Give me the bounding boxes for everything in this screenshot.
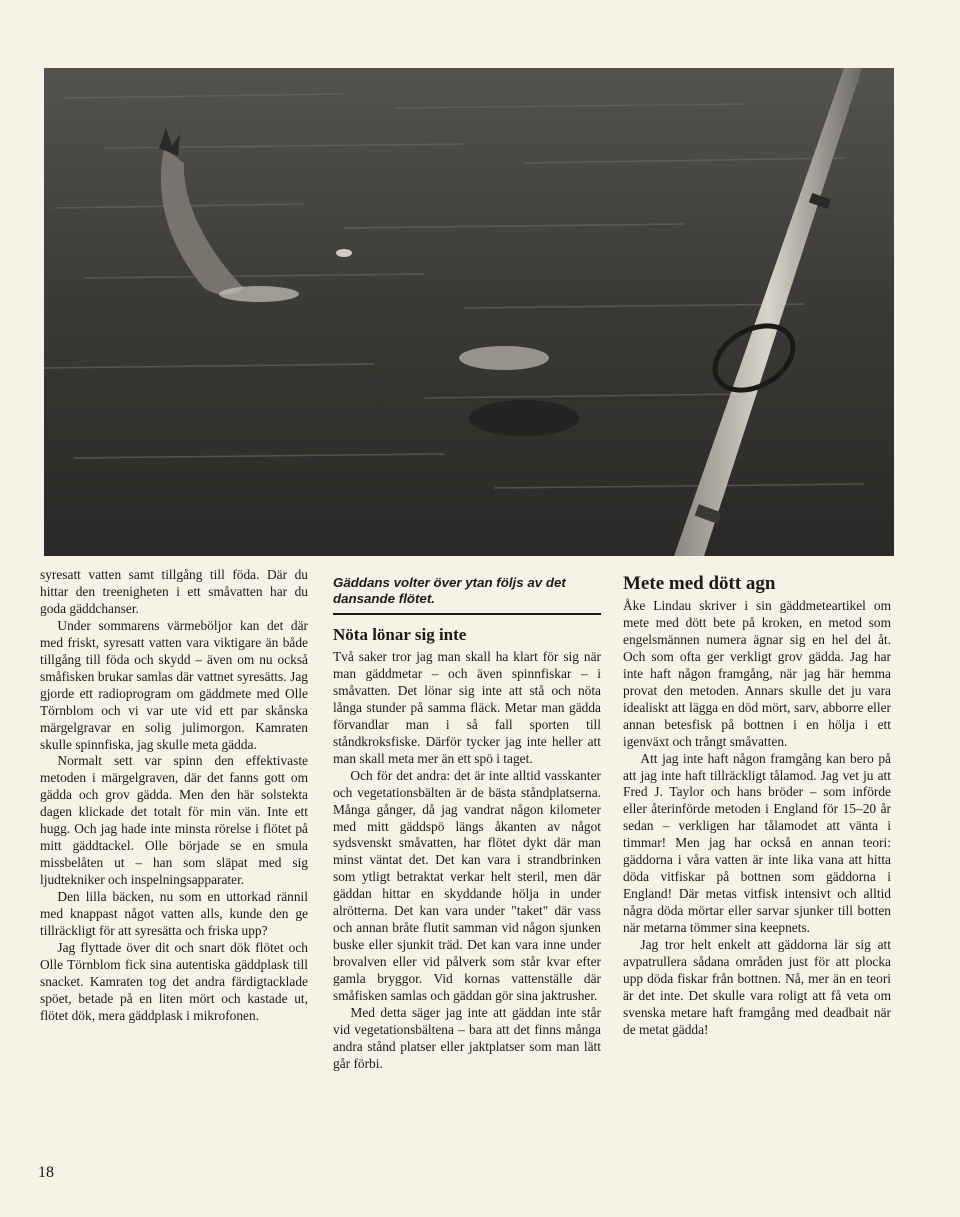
column-3 [623,567,891,1039]
paragraph: Med detta säger jag inte att gäddan inte står vid vegetationsbältena – bara att det finns många andra stånd platser eller jaktplatser som man lätt går förbi. [333,1005,601,1071]
paragraph: Och för det andra: det är inte alltid vasskanter och vegetationsbälten är de bästa ståndplatserna. Många gånger, då jag vandrat någon kilometer med mitt gäddspö längs åkanten av något sydsvenskt småvatten, har flötet dykt där man minst väntat det. Det kan vara i strandbrinken som ytligt betraktat verkar helt steril, men där gäddan hittar en skyddande hölja in under alrötterna. Det kan vara under "taket" där vass och annan bråte flutit samman vid någon sjunken buske eller sjunkit träd. Det kan vara inne under brovalven eller vid pålverk som står kvar efter gamla bryggor. Vid kornas vattenställe där småfisken samlas och gäddan gör sina jaktrusher. [333,767,601,1004]
section-heading: Mete med dött agn [623,573,776,594]
column-1 [40,567,308,1025]
pike-leaping-photo [44,68,894,556]
divider [333,613,601,615]
paragraph: syresatt vatten samt tillgång till föda. Där du hittar den treenigheten i ett småvatten har du goda gäddchanser. [40,567,308,616]
paragraph: Normalt sett var spinn den effektivaste metoden i märgelgraven, där det fanns gott om gädda och grov gädda. Men den här solstekta dagen klickade det totalt för min vän. Inte ett hugg. Och jag hade inte minsta rörelse i flötet på mitt gäddtackel. Olle började se en smula missbelåten ut – han som släpat med sig ljudtekniker och inspelningsapparater. [40,753,308,888]
paragraph: Åke Lindau skriver i sin gäddmeteartikel om mete med dött bete på kroken, en metod som engelsmännen numera ägnar sig en hel del åt. Och som ofta ger verkligt grov gädda. Jag har inte haft någon framgång, när jag här hemma provat den metoden. Annars skulle det ju vara idealiskt att lägga en död mört, sarv, abborre eller annan betesfisk på bottnen i en hölja i ett igenväxt och trångt småvatten. [623,598,891,749]
paragraph: Två saker tror jag man skall ha klart för sig när man gäddmetar – och även spinnfiskar – i småvatten. Det lönar sig inte att stå och nöta långa stunder på samma fläck. Metar man gädda förvandlar man i så fall sporten till ståndkroksfiske. Därför tycker jag inte heller att man skall meta mer än ett spö i taget. [333,649,601,766]
paragraph: Att jag inte haft någon framgång kan bero på att jag inte haft tillräckligt tålamod. Jag vet ju att Fred J. Taylor och hans bröder – som införde eller återinförde metoden i England för 15–20 år sedan – verkligen har tålamodet att vänta i timmar! Men jag har också en annan teori: gäddorna i våra vatten är inte lika vana att hitta döda vitfiskar på bottnen som gäddorna i England! Där metas vitfisk intensivt och alltid några döda mörtar eller sarvar sjunker till botten när metarna tömmer sina keepnets. [623,750,891,936]
column-2 [333,567,601,1073]
photo-caption: Gäddans volter över ytan följs av det dansande flötet. [333,575,566,606]
paragraph: Under sommarens värmeböljor kan det där med friskt, syresatt vatten vara viktigare än både tillgång till föda och skydd – även om nu också småfisken brukar samlas där vattnet syresätts. Jag gjorde ett radioprogram om gäddmete med Olle Törnblom och vi var ute vid ett par skånska märgelgravar en solig julimorgon. Kamraten skulle spinnfiska, jag skulle meta gädda. [40,617,308,752]
page-number: 18 [38,1164,54,1181]
subheading: Nöta lönar sig inte [333,625,467,644]
paragraph: Jag flyttade över dit och snart dök flötet och Olle Törnblom fick sina autentiska gäddplask till snacket. Kamraten tog det andra färdigtacklade spöet, betade på en liten mört och kastade ut, flötet dök, mera gäddplask i mikrofonen. [40,939,308,1023]
paragraph: Jag tror helt enkelt att gäddorna lär sig att avpatrullera sådana områden just för att plocka upp döda fiskar från bottnen. Nå, mer än en teori är det inte. Det skulle vara roligt att få veta om svenska metare haft framgång med deadbait när de metat gädda! [623,937,891,1037]
paragraph: Den lilla bäcken, nu som en uttorkad rännil med knappast något vatten alls, kunde den ge tillräckligt för att syresätta och friska upp? [40,889,308,939]
